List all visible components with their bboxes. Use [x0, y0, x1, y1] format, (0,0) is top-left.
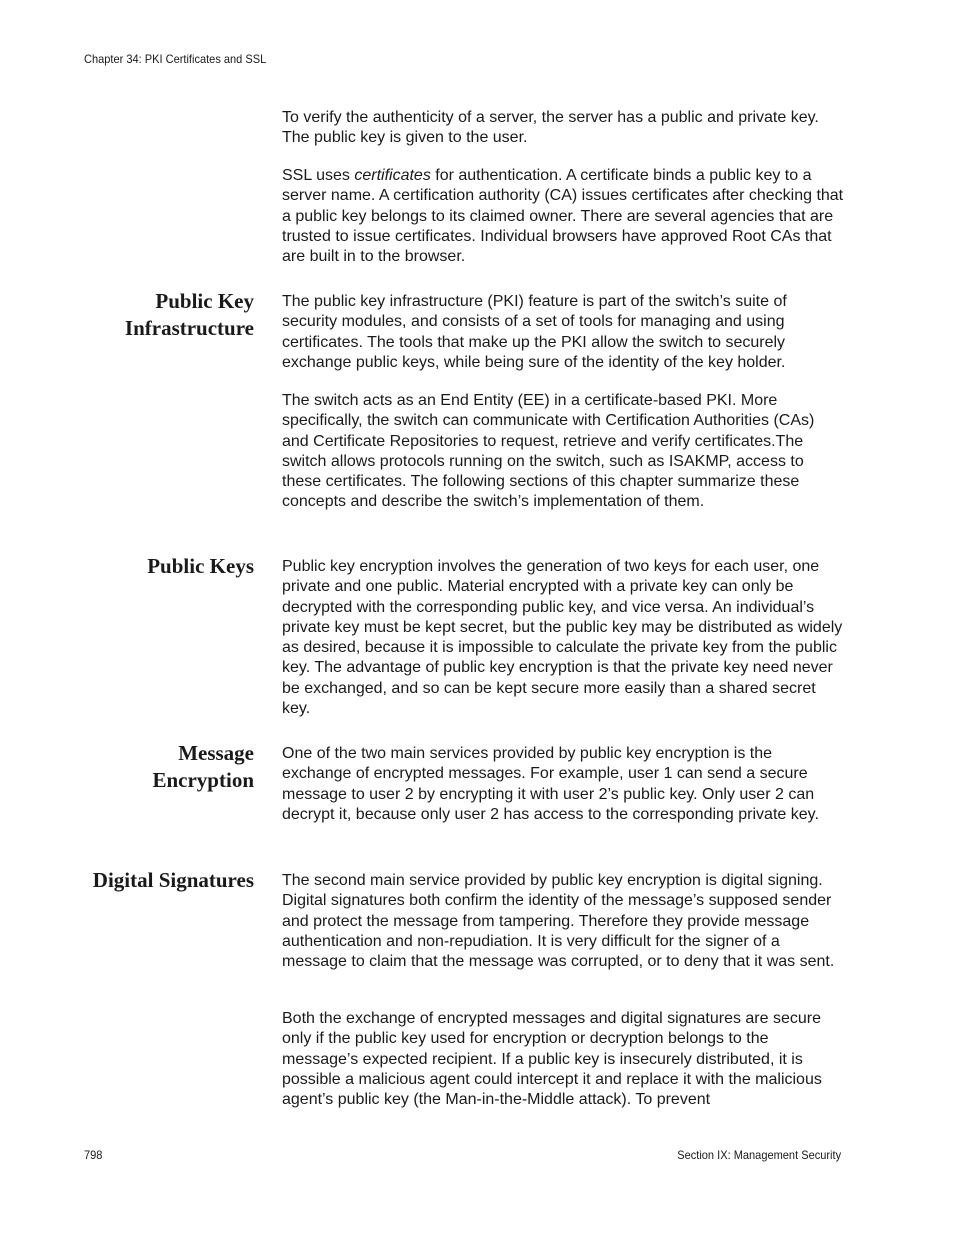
digital-signatures-paragraph-1: The second main service provided by public key encryption is digital signing. Digital signatures both confirm the identity of the message’s supposed sender and protect the message from tampering. Therefore they provide message authentication and non-repudiation. It is very difficult for the signer of a message to claim that the message was corrupted, or to deny that it was sent. [282, 872, 835, 971]
heading-line: Public Key [155, 289, 254, 313]
digital-signatures-paragraph-2: Both the exchange of encrypted messages and digital signatures are secure only if the public key used for encryption or decryption belongs to the message’s expected recipient. If a public key is insecurely distributed, it is possible a malicious agent could intercept it and replace it with the malicious agent’s public key (the Man-in-the-Middle attack). To prevent [282, 1010, 822, 1109]
footer-section-title: Section IX: Management Security [677, 1148, 841, 1162]
heading-line: Encryption [152, 768, 254, 792]
heading-public-key-infrastructure [34, 288, 254, 342]
heading-message-encryption [34, 740, 254, 794]
intro-paragraph-2-start: SSL uses [282, 167, 355, 184]
intro-paragraph-1: To verify the authenticity of a server, the server has a public and private key. The public key is given to the user. [282, 109, 819, 147]
message-encryption-paragraph: One of the two main services provided by public key encryption is the exchange of encrypted messages. For example, user 1 can send a secure message to user 2 by encrypting it with user 2’s public key. Only user 2 can decrypt it, because only user 2 has access to the corresponding private key. [282, 745, 819, 823]
public-keys-paragraph: Public key encryption involves the generation of two keys for each user, one private and one public. Material encrypted with a private key can only be decrypted with the corresponding public key, and vice versa. An individual’s private key must be kept secret, but the public key may be distributed as widely as desired, because it is impossible to calculate the private key from the public key. The advantage of public key encryption is that the private key need never be exchanged, and so can be kept secure more easily than a shared secret key. [282, 558, 843, 718]
heading-line: Infrastructure [124, 316, 254, 340]
intro-paragraph-2 [282, 166, 844, 267]
heading-line: Message [178, 741, 254, 765]
heading-digital-signatures [34, 867, 254, 894]
heading-public-keys [34, 553, 254, 580]
pki-paragraph-1: The public key infrastructure (PKI) feature is part of the switch’s suite of security modules, and consists of a set of tools for managing and using certificates. The tools that make up the PKI allow the switch to securely exchange public keys, while being sure of the identity of the key holder. [282, 293, 787, 371]
page-number: 798 [84, 1148, 103, 1162]
intro-paragraph-2-rest: for authentication. A certificate binds a public key to a server name. A certification authority (CA) issues certificates after checking that a public key belongs to its claimed owner. There are several agencies that are trusted to issue certificates. Individual browsers have approved Root CAs that are built in to the browser. [282, 167, 844, 266]
heading-line: Public Keys [147, 554, 254, 578]
pki-paragraph-2: The switch acts as an End Entity (EE) in a certificate-based PKI. More specifically, the switch can communicate with Certification Authorities (CAs) and Certificate Repositories to request, retrieve and verify certificates.The switch allows protocols running on the switch, such as ISAKMP, access to these certificates. The following sections of this chapter summarize these concepts and describe the switch’s implementation of them. [282, 392, 815, 511]
heading-line: Digital Signatures [92, 868, 254, 892]
running-header: Chapter 34: PKI Certificates and SSL [84, 52, 267, 66]
certificates-term: certificates [354, 167, 431, 184]
